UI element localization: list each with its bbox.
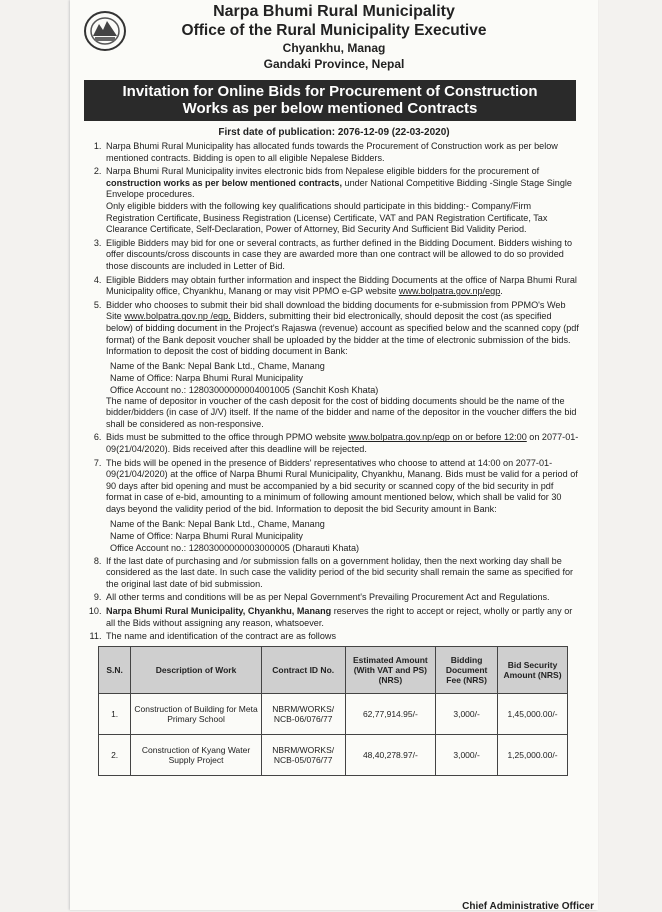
signature-title: Chief Administrative Officer bbox=[462, 901, 594, 912]
col-document-fee: Bidding Document Fee (NRS) bbox=[436, 646, 498, 693]
item-4-text-b: . bbox=[500, 286, 503, 297]
banner-line-2: Works as per below mentioned Contracts bbox=[182, 100, 478, 117]
bank-info-document-fee bbox=[110, 360, 580, 396]
banner-line-1: Invitation for Online Bids for Procurement of Construction bbox=[122, 83, 538, 100]
publication-date: First date of publication: 2076-12-09 (22-03-2020) bbox=[218, 127, 450, 138]
cell-contract-id: NBRM/WORKS/ NCB-06/076/77 bbox=[261, 693, 345, 734]
col-estimated-amount: Estimated Amount (With VAT and PS) (NRS) bbox=[345, 646, 436, 693]
notice-item-6 bbox=[104, 432, 580, 455]
item-2-text-c: under National Competitive Bidding -Single Stage Single Envelope procedures. bbox=[106, 177, 572, 200]
col-sn: S.N. bbox=[99, 646, 131, 693]
notice-item-4 bbox=[104, 275, 580, 298]
col-contract-id: Contract ID No. bbox=[261, 646, 345, 693]
submission-link[interactable]: www.bolpatra.gov.np/egp on or before 12:00 bbox=[348, 432, 527, 443]
item-4-text-a: Eligible Bidders may obtain further information and inspect the Bidding Documents at the office of Narpa Bhumi Rural Municipality office, Chyankhu, Manang or may visit PPMO e-GP website bbox=[106, 274, 577, 297]
invitation-banner bbox=[84, 80, 576, 121]
account-number: Office Account no.: 12803000000004001005 (Sanchit Kosh Khata) bbox=[110, 384, 379, 395]
notice-item-5 bbox=[104, 300, 580, 431]
cell-fee: 3,000/- bbox=[436, 693, 498, 734]
bank-info-bid-security bbox=[110, 518, 580, 554]
cell-contract-id: NBRM/WORKS/ NCB-05/076/77 bbox=[261, 734, 345, 775]
cell-amount: 48,40,278.97/- bbox=[345, 734, 436, 775]
notice-header bbox=[70, 0, 598, 80]
table-row bbox=[99, 734, 568, 775]
cell-sn: 2. bbox=[99, 734, 131, 775]
item-10-bold: Narpa Bhumi Rural Municipality, Chyankhu, Manang bbox=[106, 606, 332, 616]
notice-item-7 bbox=[104, 458, 580, 554]
item-3-text: Eligible Bidders may bid for one or several contracts, as further defined in the Bidding Document. Bidders wishing to offer discounts/cross discounts in case they are awarded more than one contract will be allowed to do so provided those discounts are included in Letter of Bid. bbox=[106, 237, 573, 271]
item-2-bold: construction works as per below mentioned contracts, bbox=[106, 177, 342, 188]
notice-item-2 bbox=[104, 166, 580, 236]
table-row bbox=[99, 693, 568, 734]
municipality-title: Narpa Bhumi Rural Municipality bbox=[213, 3, 455, 20]
bank-name: Name of the Bank: Nepal Bank Ltd., Chame, Manang bbox=[110, 518, 325, 529]
office-location: Chyankhu, Manag bbox=[282, 41, 386, 55]
item-5-depositor-note: The name of depositor in voucher of the cash deposit for the cost of bidding documents should be the name of the bidder/bidders (in case of J/V) itself. If the name of the bidder and name of the depositor in the voucher differs the bid shall be considered as non-responsive. bbox=[106, 395, 577, 429]
item-5-text-b: Bidders, submitting their bid electronically, should deposit the cost (as specified below) of bidding document in the Project's Rajaswa (revenue) account as specified below and the scanned copy (pdf format) of the Bank deposit voucher shall be uploaded by the bidder at the time of electronic submission of the bids. Information to deposit the cost of bidding document in Bank: bbox=[106, 311, 579, 357]
item-2-qualifications: Only eligible bidders with the following key qualifications should participate in this bidding:- Company/Firm Registration Certificate, Business Registration (License) Certificate, VAT and PAN Registration Certificate, Tax Clearance Certificate, Self-Declaration, Power of Attorney, Bid Security And Sufficient Bid Validity Period. bbox=[106, 200, 548, 235]
item-1-text: Narpa Bhumi Rural Municipality has allocated funds towards the Procurement of Construction work as per below mentioned contracts. Bidding is open to all eligible Nepalese Bidders. bbox=[106, 141, 558, 163]
notice-item-3 bbox=[104, 238, 580, 273]
egp-link[interactable]: www.bolpatra.gov.np/egp bbox=[398, 286, 501, 297]
item-7-text: The bids will be opened in the presence of Bidders' representatives who choose to attend at 14:00 on 2077-01-09(21/04/2020) at the office of Narpa Bhumi Rural Municipality, Chyankhu, Manang. Bids must be valid for a period of 90 days after bid opening and must be accompanied by a bid security or scanned copy of the bid security in pdf format in case of e-bid, amounting to a minimum of following amount mentioned below, which shall be valid for 30 days beyond the validity period of the bid. Information to deposit the bid Security amount in Bank: bbox=[106, 457, 578, 515]
item-2-text-a: Narpa Bhumi Rural Municipality invites electronic bids from Nepalese eligible bidders for the procurement of bbox=[106, 166, 540, 177]
cell-security: 1,25,000.00/- bbox=[498, 734, 568, 775]
province-name: Gandaki Province, Nepal bbox=[263, 57, 405, 71]
notice-item-1 bbox=[104, 141, 580, 164]
item-10-text: reserves the right to accept or reject, wholly or partly any or all the Bids without assigning any reason, whatsoever. bbox=[106, 606, 573, 628]
cell-description: Construction of Building for Meta Primary School bbox=[131, 693, 262, 734]
notice-page bbox=[70, 0, 598, 910]
table-header-row bbox=[99, 646, 568, 693]
col-bid-security: Bid Security Amount (NRS) bbox=[498, 646, 568, 693]
office-name: Name of Office: Narpa Bhumi Rural Municipality bbox=[110, 372, 303, 383]
notice-items bbox=[70, 141, 598, 643]
cell-fee: 3,000/- bbox=[436, 734, 498, 775]
account-number: Office Account no.: 12803000000003000005 (Dharauti Khata) bbox=[110, 542, 360, 553]
cell-amount: 62,77,914.95/- bbox=[345, 693, 436, 734]
ppmo-website-link[interactable]: www.bolpatra.gov.np /egp. bbox=[124, 311, 231, 322]
notice-item-8 bbox=[104, 556, 580, 591]
item-9-text: All other terms and conditions will be as per Nepal Government's Prevailing Procurement Act and Regulations. bbox=[106, 592, 550, 603]
notice-item-10 bbox=[104, 606, 580, 629]
notice-item-11 bbox=[104, 631, 580, 643]
item-6-text-a: Bids must be submitted to the office through PPMO website bbox=[106, 432, 349, 443]
notice-item-9 bbox=[104, 592, 580, 604]
cell-description: Construction of Kyang Water Supply Project bbox=[131, 734, 262, 775]
item-11-text: The name and identification of the contract are as follows bbox=[106, 631, 336, 642]
cell-security: 1,45,000.00/- bbox=[498, 693, 568, 734]
government-emblem-icon bbox=[83, 10, 127, 52]
col-description: Description of Work bbox=[131, 646, 262, 693]
bank-name: Name of the Bank: Nepal Bank Ltd., Chame, Manang bbox=[110, 360, 325, 371]
office-title: Office of the Rural Municipality Executive bbox=[181, 22, 487, 39]
item-5-text-a: Bidder who chooses to submit their bid shall download the bidding documents for e-submission from PPMO's Web Site bbox=[106, 299, 566, 322]
cell-sn: 1. bbox=[99, 693, 131, 734]
item-8-text: If the last date of purchasing and /or submission falls on a government holiday, then the next working day shall be considered as the last date. In such case the validity period of the bid security shall remain the same as specified for the original last date of bid submission. bbox=[106, 555, 574, 589]
office-name: Name of Office: Narpa Bhumi Rural Municipality bbox=[110, 530, 303, 541]
item-6-text-b: on 2077-01-09(21/04/2020). Bids received after this deadline will be rejected. bbox=[106, 432, 579, 455]
contracts-table bbox=[98, 646, 568, 776]
